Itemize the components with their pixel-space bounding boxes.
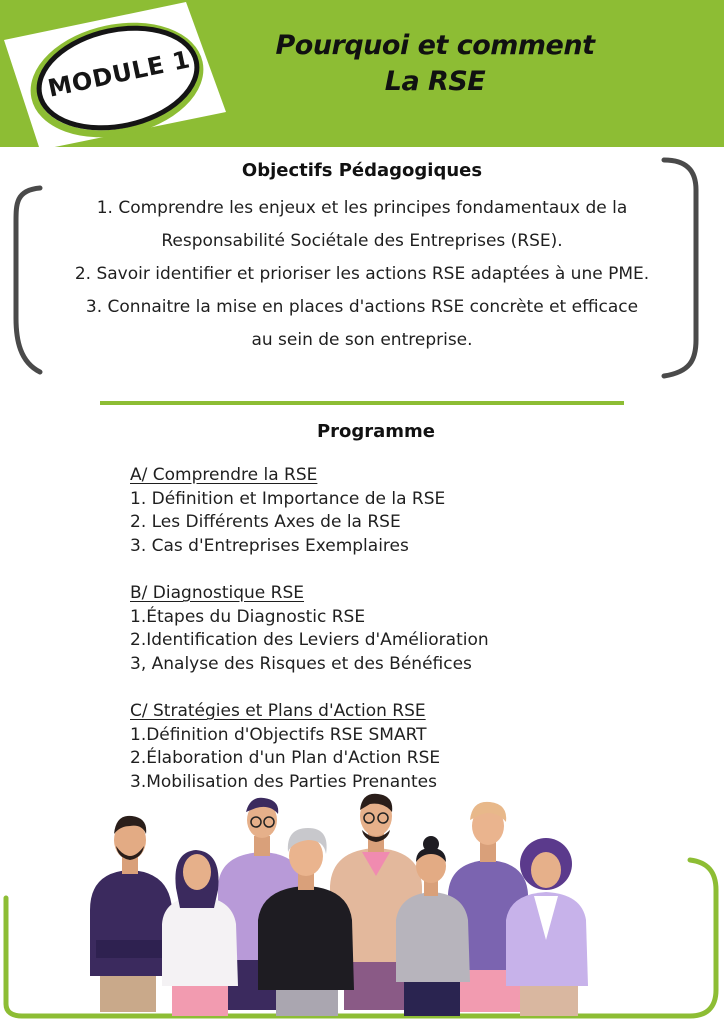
program-list (130, 464, 650, 818)
objectives-list (36, 192, 688, 357)
objective-line: 3. Connaitre la mise en places d'actions RSE concrète et efficace (85, 297, 639, 317)
section-item: 3. Cas d'Entreprises Exemplaires (130, 535, 409, 556)
program-section-b (130, 582, 650, 676)
module-badge (4, 2, 226, 150)
section-title: B/ Diagnostique RSE (130, 583, 305, 603)
program-section-c (130, 700, 650, 794)
badge-text: MODULE 1 (45, 45, 193, 103)
section-item: 3, Analyse des Risques et des Bénéfices (130, 653, 472, 674)
objective-line: 2. Savoir identifier et prioriser les actions RSE adaptées à une PME. (74, 264, 650, 284)
program-heading: Programme (316, 421, 436, 442)
section-item: 1.Définition d'Objectifs RSE SMART (130, 724, 427, 745)
objective-line: Responsabilité Sociétale des Entreprises (RSE). (161, 231, 563, 251)
title-line-2: La RSE (384, 66, 486, 97)
objective-line: 1. Comprendre les enjeux et les principes fondamentaux de la (96, 198, 628, 218)
section-item: 2.Identification des Leviers d'Amélioration (130, 630, 489, 650)
section-item: 2.Élaboration d'un Plan d'Action RSE (130, 748, 441, 768)
section-title: A/ Comprendre la RSE (130, 465, 318, 485)
objectives-heading: Objectifs Pédagogiques (241, 160, 483, 181)
people-illustration (0, 790, 724, 1024)
section-item: 3.Mobilisation des Parties Prenantes (130, 771, 437, 792)
section-title: C/ Stratégies et Plans d'Action RSE (130, 701, 426, 721)
section-divider (100, 401, 624, 405)
section-item: 2. Les Différents Axes de la RSE (130, 512, 401, 532)
group-of-people-illustration-icon (0, 790, 724, 1024)
section-item: 1. Définition et Importance de la RSE (130, 488, 446, 509)
objectives-section (0, 150, 724, 385)
page-title (250, 28, 620, 100)
objective-line: au sein de son entreprise. (251, 330, 473, 350)
program-section-a (130, 464, 650, 558)
title-line-1: Pourquoi et comment (275, 30, 595, 61)
section-item: 1.Étapes du Diagnostic RSE (130, 606, 366, 627)
